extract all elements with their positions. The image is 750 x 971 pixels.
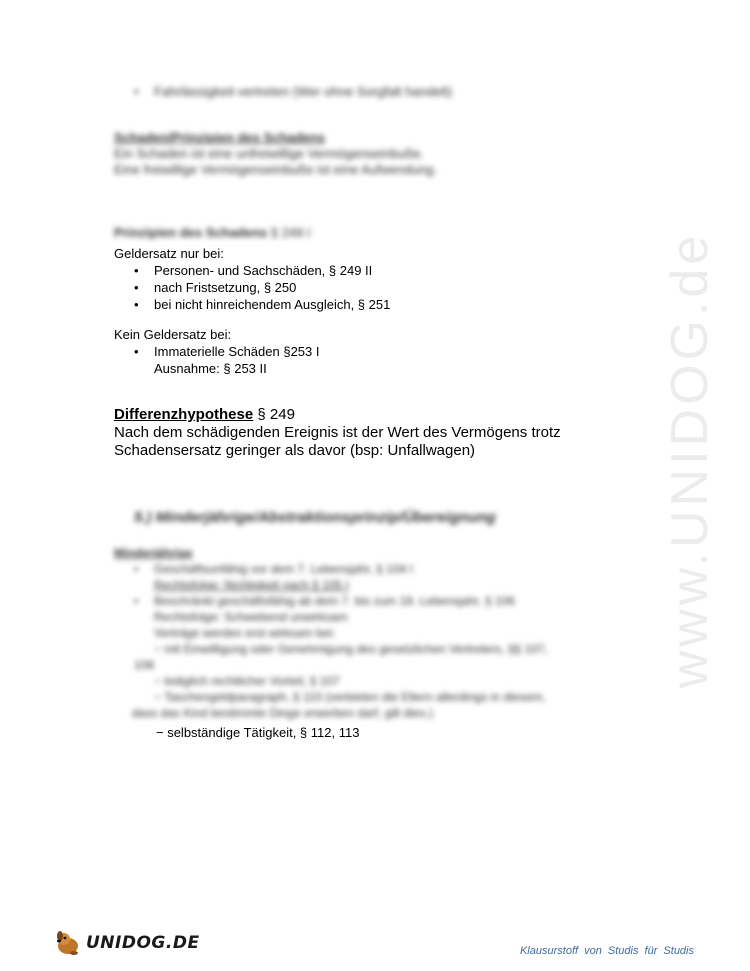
section-heading: Minderjährige (114, 546, 193, 560)
section-heading: Schaden/Prinzipien des Schadens (114, 130, 325, 145)
top-bullet-block (114, 84, 452, 100)
dash-item: − lediglich rechtlicher Vorteil, § 107 (154, 674, 340, 688)
intro-text: Kein Geldersatz bei: (114, 327, 232, 342)
minderjaehrige-block (114, 545, 548, 721)
differenz-block (114, 406, 561, 460)
geldersatz-block (114, 245, 390, 313)
dash-item: − Taschengeldparagraph, § 110 (verbieten die Eltern allerdings in diesem, (154, 690, 546, 704)
text-line: Nach dem schädigenden Ereignis ist der Wert des Vermögens trotz (114, 424, 561, 441)
list-item: • Beschränkt geschäftsfähig ab dem 7. bis zum 18. Lebensjahr, § 106 (114, 593, 548, 609)
kein-geldersatz-block (114, 326, 319, 377)
text-line: Ein Schaden ist eine unfreiwillige Vermögenseinbuße. (114, 146, 425, 161)
footer-tagline: Klausurstoff von Studis für Studis (519, 945, 694, 957)
paragraph-ref: § 249 (253, 406, 295, 423)
list-item: • Fahrlässigkeit vertreten (Wer ohne Sorgfalt handelt) (114, 84, 452, 100)
prinzipien-heading-row (114, 225, 311, 241)
sub-text: Rechtsfolge: Nichtigkeit nach § 105 I (154, 578, 349, 592)
watermark: www.UNIDOG.de (661, 231, 719, 689)
section-heading: Prinzipien des Schadens (114, 225, 268, 240)
dash-item-continuation: dass das Kind bestimmte Dinge erwerben darf, gilt dies.) (132, 706, 433, 720)
intro-text: Geldersatz nur bei: (114, 246, 224, 261)
logo-text: UNIDOG.DE (86, 933, 200, 953)
section-heading: Differenzhypothese (114, 406, 254, 423)
dash-item: − mit Einwilligung oder Genehmigung des gesetzlichen Vertreters, §§ 107, (154, 642, 548, 656)
paragraph-ref: § 249 I (270, 225, 311, 240)
footer-logo (54, 928, 200, 958)
list-item: • Immaterielle Schäden §253 I (114, 343, 319, 360)
text-line: Eine freiwillige Vermögenseinbuße ist eine Aufwendung. (114, 162, 438, 177)
dog-logo-icon (54, 929, 82, 957)
sub-text: Rechtsfolge: Schwebend unwirksam (154, 610, 348, 624)
chapter-heading: 5.) Minderjährige/Abstraktionsprinzip/Übereignung (134, 509, 496, 526)
sub-text: Verträge werden erst wirksam bei: (154, 626, 336, 640)
list-item: • bei nicht hinreichendem Ausgleich, § 251 (114, 296, 390, 313)
sub-text: Ausnahme: § 253 II (154, 361, 267, 376)
list-item: • nach Fristsetzung, § 250 (114, 279, 390, 296)
dash-item: − selbständige Tätigkeit, § 112, 113 (156, 725, 360, 740)
list-item: • Geschäftsunfähig vor dem 7. Lebensjahr, § 104 I (114, 561, 548, 577)
list-item: • Personen- und Sachschäden, § 249 II (114, 262, 390, 279)
text-line: Schadensersatz geringer als davor (bsp: Unfallwagen) (114, 442, 476, 459)
dash-item-continuation: 108 (134, 658, 155, 672)
schaden-block (114, 130, 437, 178)
